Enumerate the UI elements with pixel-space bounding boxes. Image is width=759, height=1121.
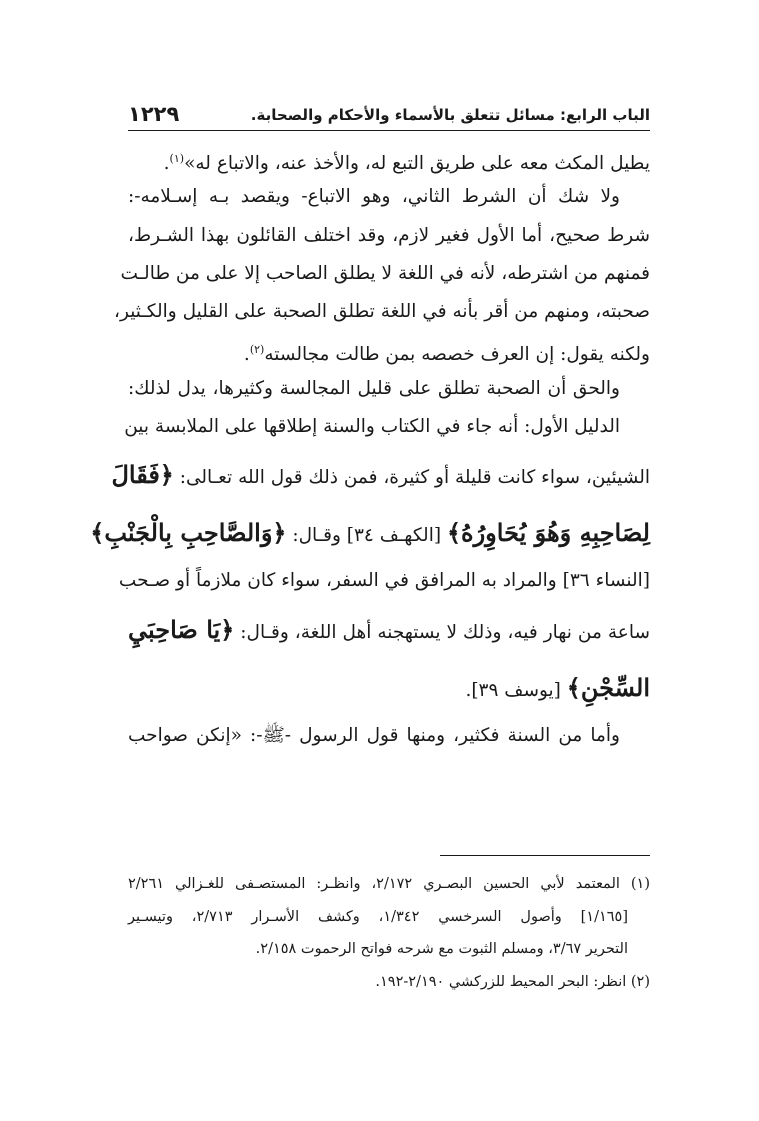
footnote-line: [١/١٦٥] وأصول السرخسي ١/٣٤٢، وكشف الأسـرار ٢/٧١٣، وتيسـير bbox=[128, 908, 628, 925]
page-number: ١٢٢٩ bbox=[128, 102, 180, 126]
text-line: ولا شك أن الشرط الثاني، وهو الاتباع- ويقصد بـه إسـلامه-: bbox=[128, 186, 620, 208]
text-segment: ولكنه يقول: إن العرف خصصه بمن طالت مجالسته bbox=[264, 344, 650, 366]
text-line: [النساء ٣٦] والمراد به المرافق في السفر، سواء كان ملازماً أو صـحب bbox=[118, 570, 650, 592]
main-text bbox=[90, 140, 650, 755]
quran-verse: ﴿يَا صَاحِبَيِ bbox=[128, 614, 235, 644]
chapter-title: الباب الرابع: مسائل تتعلق بالأسماء والأحكام والصحابة. bbox=[250, 106, 650, 124]
quran-verse: لِصَاحِبِهِ وَهُوَ يُحَاوِرُهُ﴾ bbox=[446, 518, 650, 548]
text-line: فمنهم من اشترطه، لأنه في اللغة لا يطلق الصاحب إلا على من طالـت bbox=[120, 262, 650, 284]
quran-verse: ﴿وَالصَّاحِبِ بِالْجَنْبِ﴾ bbox=[90, 518, 287, 548]
text-line bbox=[128, 659, 650, 717]
text-segment: . bbox=[163, 153, 170, 175]
text-line: وأما من السنة فكثير، ومنها قول الرسول -ﷺ-: «إنكن صواحب bbox=[128, 724, 620, 746]
text-line: والحق أن الصحبة تطلق على قليل المجالسة وكثيرها، يدل لذلك: bbox=[128, 377, 620, 399]
quran-verse: السِّجْنِ﴾ bbox=[566, 672, 650, 702]
text-line: الدليل الأول: أنه جاء في الكتاب والسنة إطلاقها على الملابسة بين bbox=[124, 416, 620, 438]
text-line bbox=[128, 601, 650, 659]
text-segment: الشيئين، سواء كانت قليلة أو كثيرة، فمن ذلك قول الله تعـالى: bbox=[179, 467, 650, 489]
text-line bbox=[90, 504, 650, 562]
text-line bbox=[111, 446, 650, 504]
text-line: شرط صحيح، أما الأول فغير لازم، وقد اختلف القائلون بهذا الشـرط، bbox=[128, 224, 650, 246]
running-header bbox=[128, 100, 650, 132]
footnotes bbox=[128, 868, 650, 998]
text-line bbox=[128, 331, 650, 369]
header-rule bbox=[128, 130, 650, 131]
text-segment: يطيل المكث معه على طريق التبع له، والأخذ عنه، والاتباع له» bbox=[184, 153, 650, 175]
footnote-ref: (٢) bbox=[249, 343, 265, 357]
text-segment: [يوسف ٣٩]. bbox=[465, 679, 561, 701]
footnote-line: التحرير ٣/٦٧، ومسلم الثبوت مع شرحه فواتح الرحموت ٢/١٥٨. bbox=[255, 941, 628, 957]
text-segment: . bbox=[243, 344, 250, 366]
footnote-ref: (١) bbox=[169, 152, 185, 165]
quran-verse: ﴿فَقَالَ bbox=[111, 460, 174, 490]
text-segment: [الكهـف ٣٤] وقـال: bbox=[292, 525, 442, 547]
text-line: صحبته، ومنهم من أقر بأنه في اللغة تطلق الصحبة على القليل والكـثير، bbox=[114, 301, 650, 323]
footnote-line: (٢) انظر: البحر المحيط للزركشي ٢/١٩٠-١٩٢. bbox=[375, 973, 650, 990]
footnote-line: (١) المعتمد لأبي الحسين البصـري ٢/١٧٢، وانظـر: المستصـفى للغـزالي ٢/٢٦١ bbox=[128, 876, 651, 892]
text-line bbox=[128, 140, 650, 178]
footnote-separator bbox=[440, 855, 650, 856]
text-segment: ساعة من نهار فيه، وذلك لا يستهجنه أهل اللغة، وقـال: bbox=[240, 621, 650, 643]
